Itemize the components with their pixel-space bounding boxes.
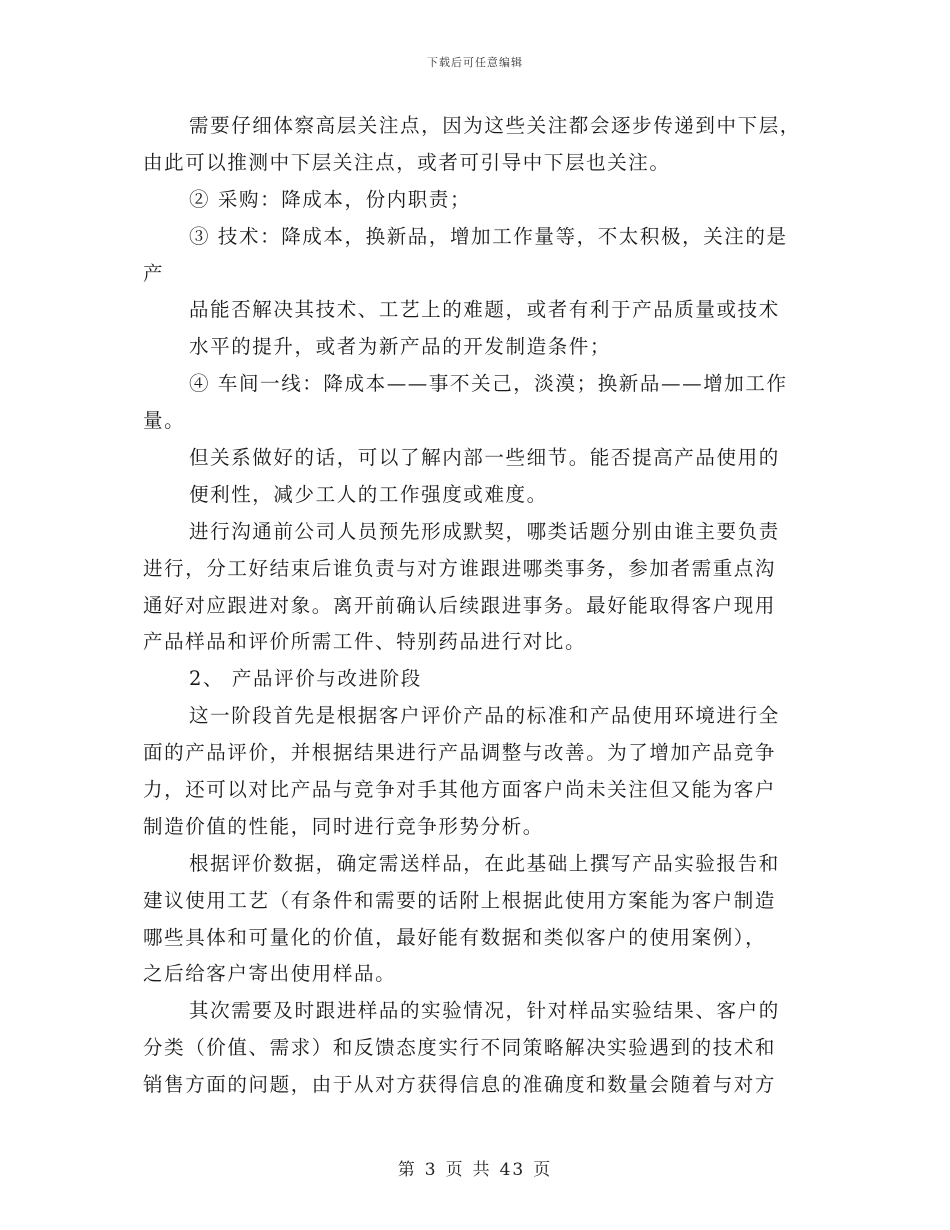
text-line: 这一阶段首先是根据客户评价产品的标准和产品使用环境进行全 bbox=[189, 704, 780, 728]
text-line: 通好对应跟进对象。离开前确认后续跟进事务。最好能取得客户现用 bbox=[143, 593, 777, 617]
footer-total-word: 共 bbox=[472, 1160, 492, 1180]
text-line: 品能否解决其技术、工艺上的难题，或者有利于产品质量或技术 bbox=[189, 298, 780, 322]
text-line: 便利性，减少工人的工作强度或难度。 bbox=[189, 482, 548, 506]
text-line: 其次需要及时跟进样品的实验情况，针对样品实验结果、客户的 bbox=[189, 999, 780, 1023]
text-line: 量。 bbox=[143, 409, 186, 433]
text-line: ③ 技术：降成本，换新品，增加工作量等，不太积极，关注的是 bbox=[189, 224, 788, 248]
text-line: ④ 车间一线：降成本——事不关己，淡漠；换新品——增加工作 bbox=[189, 372, 788, 396]
text-line: 之后给客户寄出使用样品。 bbox=[143, 962, 397, 986]
text-line: 进行，分工好结束后谁负责与对方谁跟进哪类事务，参加者需重点沟 bbox=[143, 556, 777, 580]
text-line: 哪些具体和可量化的价值，最好能有数据和类似客户的使用案例）， bbox=[143, 925, 767, 949]
text-line: 由此可以推测中下层关注点，或者可引导中下层也关注。 bbox=[143, 150, 671, 174]
footer-suffix: 页 bbox=[533, 1160, 553, 1180]
document-body bbox=[143, 108, 813, 1104]
text-line: 根据评价数据，确定需送样品，在此基础上撰写产品实验报告和 bbox=[189, 851, 780, 875]
text-line: 制造价值的性能，同时进行竞争形势分析。 bbox=[143, 814, 544, 838]
text-line: 水平的提升，或者为新产品的开发制造条件； bbox=[189, 335, 612, 359]
text-line: 但关系做好的话，可以了解内部一些细节。能否提高产品使用的 bbox=[189, 446, 780, 470]
text-line: 力，还可以对比产品与竞争对手其他方面客户尚未关注但又能为客户 bbox=[143, 778, 777, 802]
text-line: 建议使用工艺（有条件和需要的话附上根据此使用方案能为客户制造 bbox=[143, 888, 777, 912]
footer-page-word: 页 bbox=[445, 1160, 465, 1180]
page-footer bbox=[0, 1155, 950, 1180]
footer-prefix: 第 bbox=[397, 1160, 417, 1180]
text-line: 销售方面的问题，由于从对方获得信息的准确度和数量会随着与对方 bbox=[143, 1073, 777, 1097]
page-header: 下载后可任意编辑 bbox=[427, 56, 523, 69]
text-line: 需要仔细体察高层关注点，因为这些关注都会逐步传递到中下层， bbox=[189, 114, 801, 137]
text-line: 面的产品评价，并根据结果进行产品调整与改善。为了增加产品竞争 bbox=[143, 741, 777, 765]
text-line: 进行沟通前公司人员预先形成默契，哪类话题分别由谁主要负责 bbox=[189, 519, 780, 543]
text-line: 产 bbox=[143, 261, 165, 285]
text-line: ② 采购：降成本，份内职责； bbox=[189, 187, 472, 211]
text-line: 产品样品和评价所需工件、特别药品进行对比。 bbox=[143, 630, 587, 654]
text-line: 2、 产品评价与改进阶段 bbox=[189, 667, 422, 691]
text-line: 分类（价值、需求）和反馈态度实行不同策略解决实验遇到的技术和 bbox=[143, 1036, 777, 1060]
footer-total-pages: 43 bbox=[499, 1160, 526, 1180]
footer-current-page: 3 bbox=[424, 1160, 438, 1180]
